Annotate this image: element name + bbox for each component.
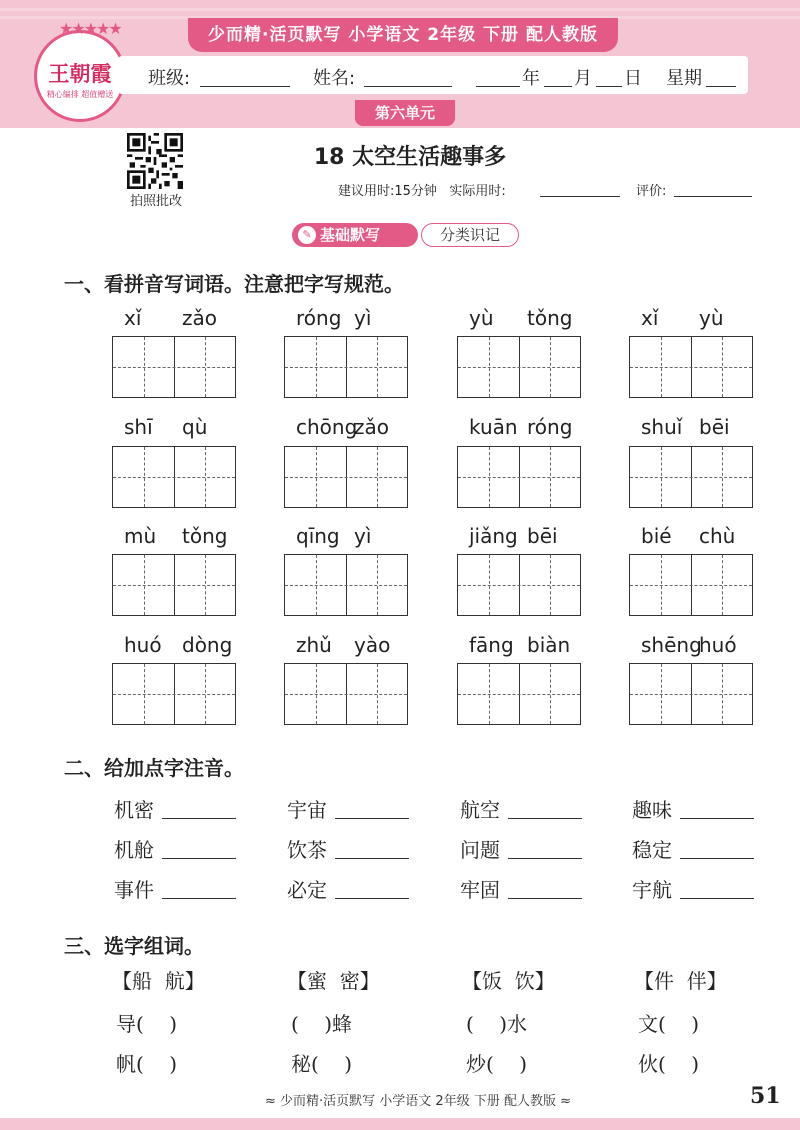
writing-grid[interactable]	[629, 446, 753, 508]
year-field[interactable]	[476, 86, 520, 87]
answer-line[interactable]	[680, 898, 754, 899]
pinyin-label: mù	[124, 524, 157, 548]
pinyin-label: chù	[699, 524, 736, 548]
choice-pair: 【蜜 密】	[287, 969, 380, 993]
pinyin-label: yì	[354, 524, 372, 548]
pinyin-label: tǒng	[527, 306, 573, 330]
class-field[interactable]	[200, 86, 290, 87]
fill-in-blank[interactable]: ( )蜂	[291, 1012, 353, 1036]
fill-in-blank[interactable]: 文( )	[638, 1012, 700, 1036]
day-field[interactable]	[596, 86, 622, 87]
fill-in-blank[interactable]: ( )水	[466, 1012, 528, 1036]
answer-line[interactable]	[335, 898, 409, 899]
pinyin-label: xǐ	[641, 306, 659, 330]
footer-band	[0, 1118, 800, 1130]
writing-grid[interactable]	[112, 446, 236, 508]
pinyin-label: biàn	[527, 633, 571, 657]
pinyin-label: xǐ	[124, 306, 142, 330]
qr-code-icon[interactable]	[127, 133, 183, 189]
pinyin-label: bēi	[527, 524, 558, 548]
answer-line[interactable]	[335, 858, 409, 859]
fill-in-blank[interactable]: 导( )	[116, 1012, 178, 1036]
answer-line[interactable]	[680, 818, 754, 819]
time-row: 建议用时:15分钟 实际用时:	[338, 184, 506, 199]
dotted-word: 趣味	[632, 798, 672, 822]
rating-field[interactable]	[674, 196, 752, 197]
answer-line[interactable]	[162, 818, 236, 819]
dotted-word: 稳定	[632, 838, 672, 862]
answer-line[interactable]	[162, 898, 236, 899]
pinyin-label: shuǐ	[641, 415, 683, 439]
badge-category: 分类识记	[421, 223, 519, 247]
writing-grid[interactable]	[629, 554, 753, 616]
page-number: 51	[750, 1083, 781, 1109]
pinyin-label: kuān	[469, 415, 518, 439]
writing-grid[interactable]	[457, 554, 581, 616]
series-title: 少而精·活页默写 小学语文 2年级 下册 配人教版	[188, 18, 618, 52]
pinyin-label: huó	[124, 633, 162, 657]
fill-in-blank[interactable]: 帆( )	[116, 1052, 178, 1076]
pinyin-label: zǎo	[182, 306, 217, 330]
writing-grid[interactable]	[284, 446, 408, 508]
writing-grid[interactable]	[112, 663, 236, 725]
choice-pair: 【饭 饮】	[462, 969, 555, 993]
writing-grid[interactable]	[457, 446, 581, 508]
writing-grid[interactable]	[284, 663, 408, 725]
writing-grid[interactable]	[457, 336, 581, 398]
footer-text: ≈ 少而精·活页默写 小学语文 2年级 下册 配人教版 ≈	[265, 1094, 571, 1109]
writing-grid[interactable]	[629, 663, 753, 725]
crown-icon: ★★★★★	[59, 19, 121, 38]
actual-time-field[interactable]	[540, 196, 620, 197]
pinyin-label: qīng	[296, 524, 340, 548]
answer-line[interactable]	[680, 858, 754, 859]
pinyin-label: yào	[354, 633, 391, 657]
dotted-word: 事件	[114, 878, 154, 902]
pinyin-label: huó	[699, 633, 737, 657]
pinyin-label: yù	[469, 306, 494, 330]
pinyin-label: shī	[124, 415, 153, 439]
pinyin-label: zhǔ	[296, 633, 332, 657]
pinyin-label: róng	[296, 306, 342, 330]
fill-in-blank[interactable]: 炒( )	[466, 1052, 528, 1076]
dotted-word: 宇宙	[287, 798, 327, 822]
rating-label: 评价:	[636, 184, 667, 199]
section2-title: 二、给加点字注音。	[64, 756, 244, 780]
writing-grid[interactable]	[112, 554, 236, 616]
weekday-field[interactable]	[706, 86, 736, 87]
dotted-word: 机密	[114, 798, 154, 822]
fill-in-blank[interactable]: 秘( )	[291, 1052, 353, 1076]
section3-title: 三、选字组词。	[64, 934, 204, 958]
pinyin-label: qù	[182, 415, 208, 439]
pinyin-label: shēng	[641, 633, 702, 657]
answer-line[interactable]	[508, 818, 582, 819]
pinyin-label: yù	[699, 306, 724, 330]
dotted-word: 饮茶	[287, 838, 327, 862]
answer-line[interactable]	[335, 818, 409, 819]
writing-grid[interactable]	[284, 554, 408, 616]
pencil-icon: ✎	[298, 226, 316, 244]
dotted-word: 宇航	[632, 878, 672, 902]
dotted-word: 牢固	[460, 878, 500, 902]
writing-grid[interactable]	[284, 336, 408, 398]
choice-pair: 【船 航】	[112, 969, 205, 993]
writing-grid[interactable]	[112, 336, 236, 398]
unit-tab: 第六单元	[355, 100, 455, 126]
name-field[interactable]	[364, 86, 452, 87]
dotted-word: 机舱	[114, 838, 154, 862]
pinyin-label: yì	[354, 306, 372, 330]
month-field[interactable]	[544, 86, 572, 87]
pinyin-label: chōng	[296, 415, 358, 439]
dotted-word: 航空	[460, 798, 500, 822]
section1-title: 一、看拼音写词语。注意把字写规范。	[64, 272, 404, 296]
pinyin-label: zǎo	[354, 415, 389, 439]
answer-line[interactable]	[508, 898, 582, 899]
pinyin-label: tǒng	[182, 524, 228, 548]
answer-line[interactable]	[162, 858, 236, 859]
student-info-bar: 班级: 姓名: 年 月 日 星期	[118, 56, 748, 94]
lesson-title: 18 太空生活趣事多	[313, 145, 507, 170]
badge-basic-dictation: ✎ 基础默写	[292, 223, 418, 247]
choice-pair: 【件 伴】	[634, 969, 727, 993]
answer-line[interactable]	[508, 858, 582, 859]
pinyin-label: jiǎng	[469, 524, 518, 548]
fill-in-blank[interactable]: 伙( )	[638, 1052, 700, 1076]
dotted-word: 必定	[287, 878, 327, 902]
writing-grid[interactable]	[457, 663, 581, 725]
brand-logo: ★★★★★ 王朝霞 精心编排 超值赠送	[34, 30, 126, 122]
pinyin-label: dòng	[182, 633, 233, 657]
qr-caption: 拍照批改	[129, 194, 182, 209]
dotted-word: 问题	[460, 838, 500, 862]
pinyin-label: róng	[527, 415, 573, 439]
writing-grid[interactable]	[629, 336, 753, 398]
pinyin-label: bié	[641, 524, 672, 548]
pinyin-label: bēi	[699, 415, 730, 439]
pinyin-label: fāng	[469, 633, 514, 657]
